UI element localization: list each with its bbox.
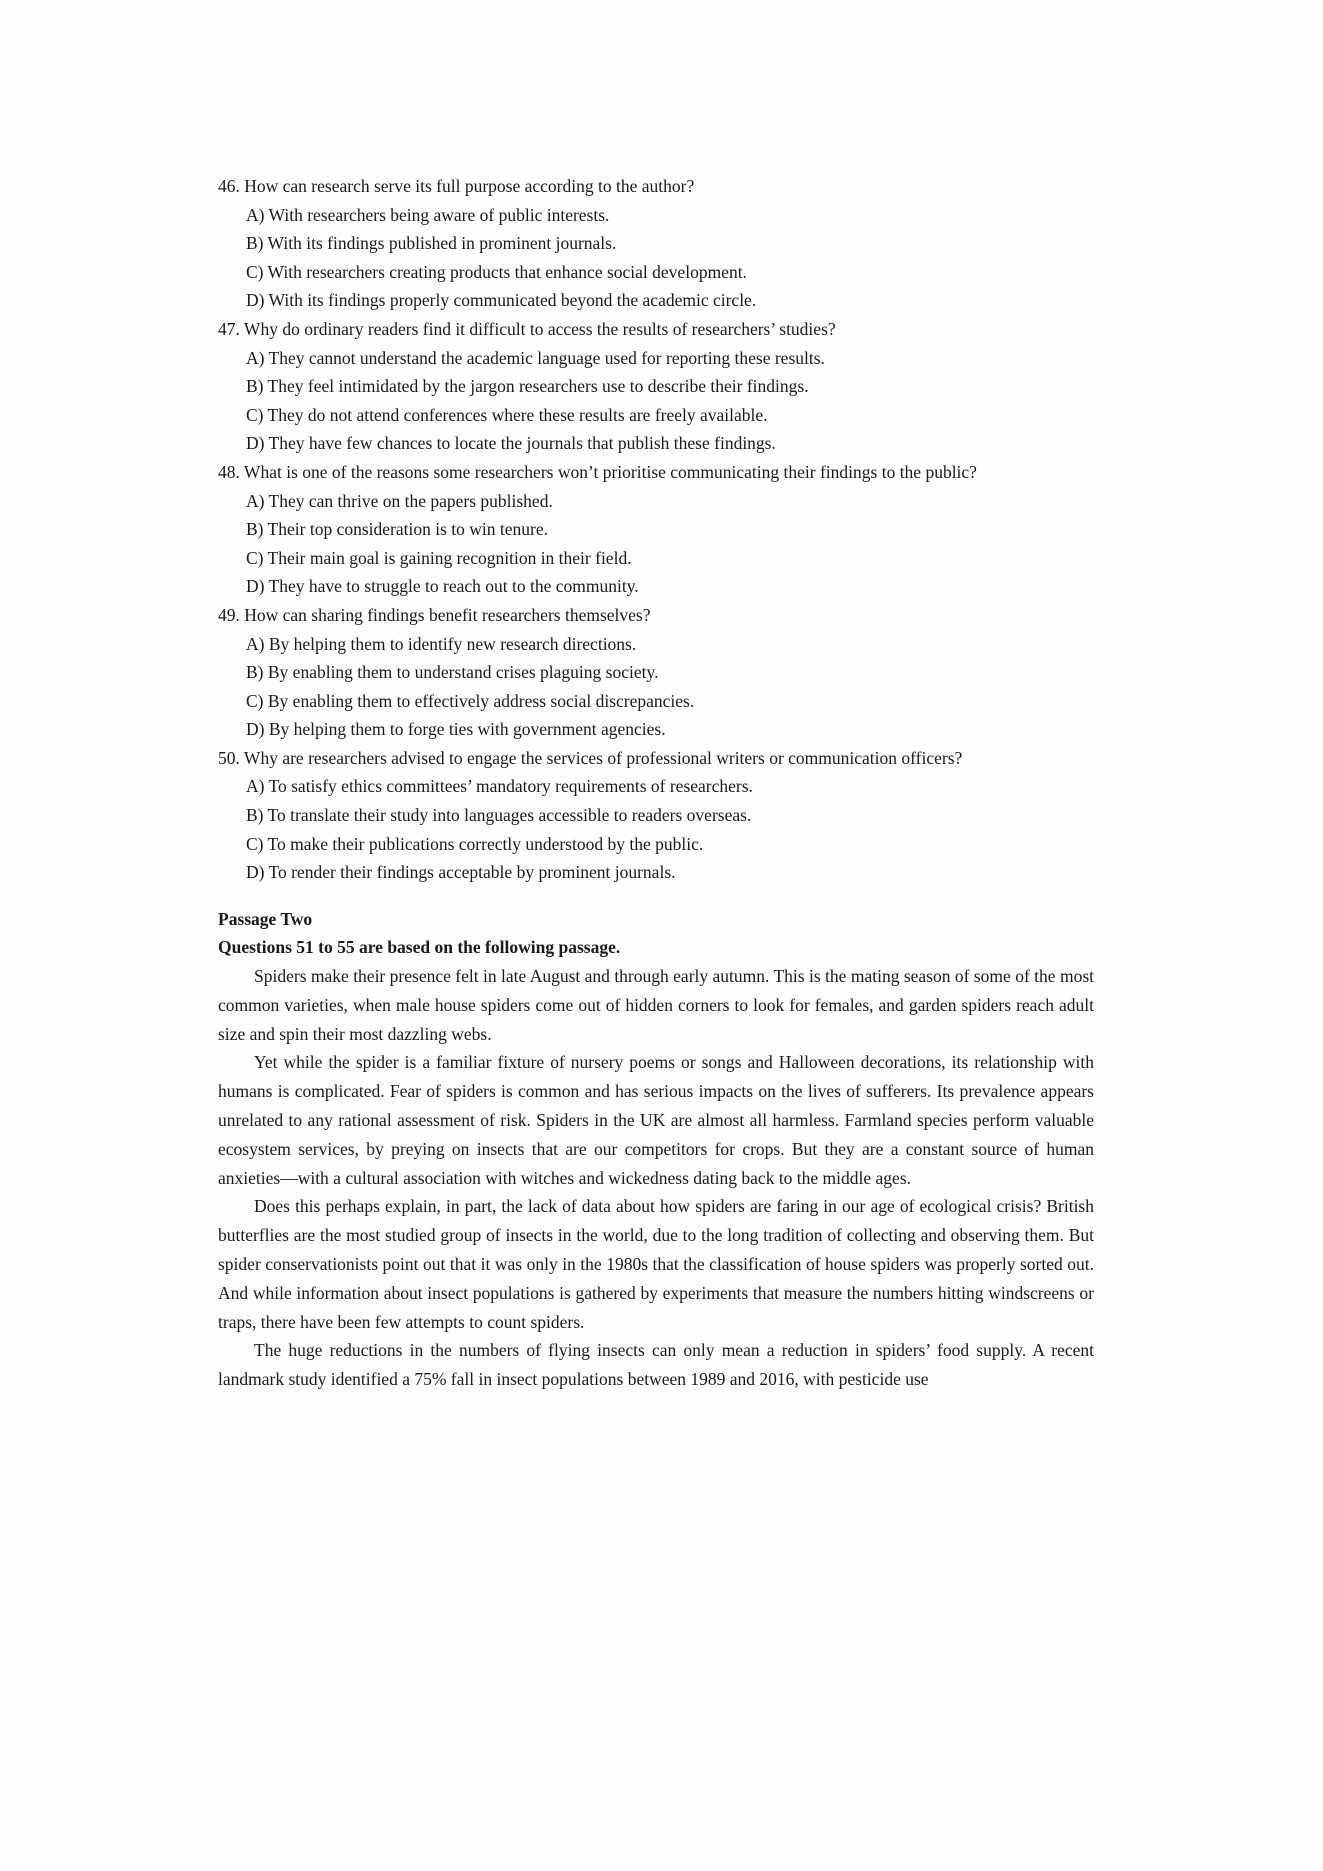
passage-paragraph-2: Yet while the spider is a familiar fixture of nursery poems or songs and Halloween decorations, its relationship with humans is complicated. Fear of spiders is common and has serious impacts on the lives of sufferers. Its prevalence appears unrelated to any rational assessment of risk. Spiders in the UK are almost all harmless. Farmland species perform valuable ecosystem services, by preying on insects that are our competitors for crops. But they are a constant source of human anxieties—with a cultural association with witches and wickedness dating back to the middle ages. bbox=[218, 1052, 1094, 1188]
option-c: C) They do not attend conferences where these results are freely available. bbox=[246, 404, 768, 425]
option-b: B) To translate their study into languages accessible to readers overseas. bbox=[246, 805, 752, 826]
option-d: D) With its findings properly communicated beyond the academic circle. bbox=[246, 290, 757, 311]
question-48 bbox=[218, 458, 1094, 601]
question-46 bbox=[218, 172, 1094, 315]
passage-paragraph-4: The huge reductions in the numbers of flying insects can only mean a reduction in spiders’ food supply. A recent landmark study identified a 75% fall in insect populations between 1989 and 2016, with pesticide use bbox=[218, 1340, 1094, 1390]
passage-paragraph-3: Does this perhaps explain, in part, the lack of data about how spiders are faring in our age of ecological crisis? British butterflies are the most studied group of insects in the world, due to the long tradition of collecting and observing them. But spider conservationists point out that it was only in the 1980s that the classification of house spiders was properly sorted out. And while information about insect populations is gathered by experiments that measure the numbers hitting windscreens or traps, there have been few attempts to count spiders. bbox=[218, 1196, 1094, 1332]
option-a: A) They cannot understand the academic language used for reporting these results. bbox=[246, 347, 825, 368]
question-stem: 47. Why do ordinary readers find it difficult to access the results of researchers’ studies? bbox=[218, 318, 836, 339]
option-a: A) To satisfy ethics committees’ mandatory requirements of researchers. bbox=[246, 776, 753, 797]
option-c: C) With researchers creating products that enhance social development. bbox=[246, 261, 747, 282]
question-stem: 46. How can research serve its full purpose according to the author? bbox=[218, 176, 695, 196]
option-a: A) By helping them to identify new research directions. bbox=[246, 633, 637, 654]
option-c: C) To make their publications correctly understood by the public. bbox=[246, 833, 704, 854]
option-d: D) They have few chances to locate the journals that publish these findings. bbox=[246, 433, 776, 454]
passage-instructions: Questions 51 to 55 are based on the following passage. bbox=[218, 937, 621, 958]
option-b: B) By enabling them to understand crises plaguing society. bbox=[246, 662, 659, 683]
option-c: C) By enabling them to effectively address social discrepancies. bbox=[246, 690, 695, 711]
question-50 bbox=[218, 744, 1094, 887]
passage-title: Passage Two bbox=[218, 908, 313, 929]
option-a: A) They can thrive on the papers published. bbox=[246, 490, 553, 511]
option-d: D) To render their findings acceptable by prominent journals. bbox=[246, 862, 676, 883]
passage-paragraph-1: Spiders make their presence felt in late August and through early autumn. This is the mating season of some of the most common varieties, when male house spiders come out of hidden corners to look for females, and garden spiders reach adult size and spin their most dazzling webs. bbox=[218, 966, 1094, 1044]
option-d: D) They have to struggle to reach out to the community. bbox=[246, 576, 639, 597]
question-49 bbox=[218, 601, 1094, 744]
question-stem: 50. Why are researchers advised to engage the services of professional writers or communication officers? bbox=[218, 747, 963, 768]
option-c: C) Their main goal is gaining recognition in their field. bbox=[246, 547, 632, 568]
question-stem: 48. What is one of the reasons some researchers won’t prioritise communicating their findings to the public? bbox=[218, 461, 977, 482]
option-a: A) With researchers being aware of public interests. bbox=[246, 204, 610, 225]
question-47 bbox=[218, 315, 1094, 458]
option-b: B) They feel intimidated by the jargon researchers use to describe their findings. bbox=[246, 376, 809, 397]
option-b: B) Their top consideration is to win tenure. bbox=[246, 519, 548, 540]
question-stem: 49. How can sharing findings benefit researchers themselves? bbox=[218, 604, 651, 625]
option-d: D) By helping them to forge ties with government agencies. bbox=[246, 719, 666, 740]
page-content bbox=[218, 172, 1094, 1394]
option-b: B) With its findings published in prominent journals. bbox=[246, 233, 617, 254]
